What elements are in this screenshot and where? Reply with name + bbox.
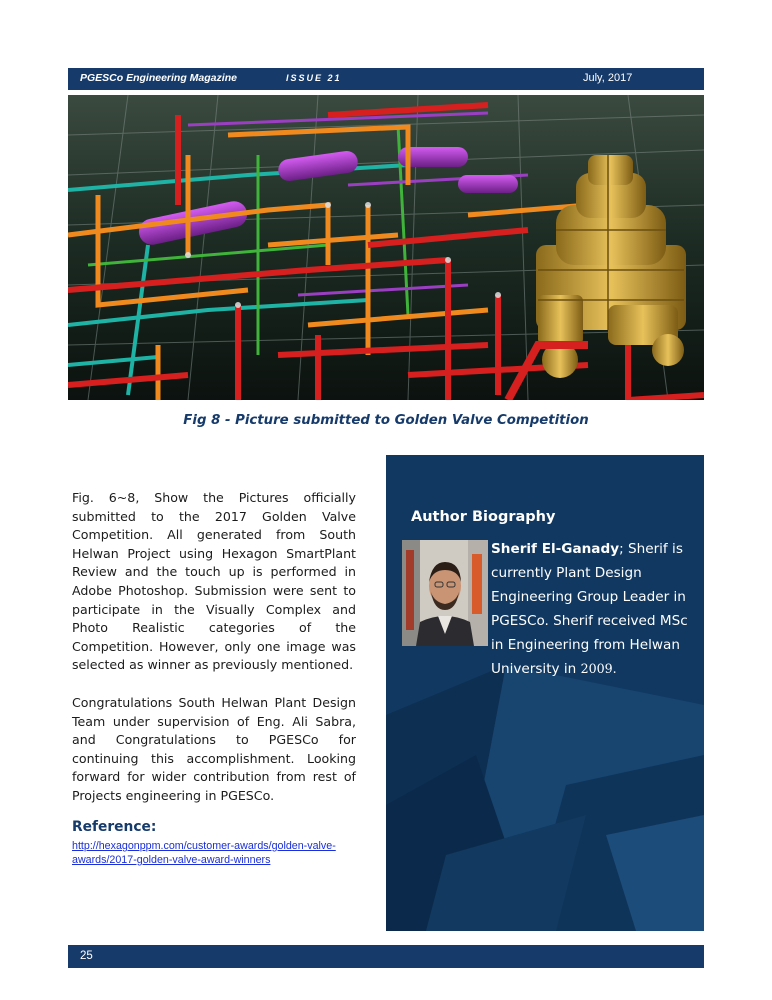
reference-link-line[interactable]: awards/2017-golden-valve-award-winners bbox=[72, 854, 271, 866]
bio-year: 2009. bbox=[580, 661, 617, 676]
issue-date: July, 2017 bbox=[583, 72, 633, 84]
reference-heading: Reference: bbox=[72, 819, 157, 835]
page-number: 25 bbox=[80, 950, 93, 962]
plant-render-image bbox=[68, 95, 704, 400]
bio-text bbox=[491, 537, 694, 681]
article-paragraph: Congratulations South Helwan Plant Design Team under supervision of Eng. Ali Sabra, and Congratulations to PGESCo for continuing this accomplishment. Looking forward for wider contribution from rest of Projects engineering in PGESCo. bbox=[72, 694, 356, 803]
magazine-title: PGESCo Engineering Magazine bbox=[80, 72, 237, 84]
figure-caption: Fig 8 - Picture submitted to Golden Valve Competition bbox=[183, 413, 589, 428]
header-bar bbox=[68, 68, 704, 90]
article-paragraph: Fig. 6~8, Show the Pictures officially submitted to the 2017 Golden Valve Competition. All generated from South Helwan Project using Hexagon SmartPlant Review and the touch up is performed in Adobe Photoshop. Submission were sent to participate in the Visually Complex and Photo Realistic categories of the Competition. However, only one image was selected as winner as previously mentioned. bbox=[72, 490, 356, 673]
article-body bbox=[72, 489, 356, 806]
bio-description: ; Sherif is currently Plant Design Engineering Group Leader in PGESCo. Sherif received MSc in Engineering from Helwan University in bbox=[491, 541, 688, 677]
author-photo bbox=[402, 540, 488, 646]
reference-link[interactable] bbox=[72, 839, 362, 867]
footer-bar bbox=[68, 945, 704, 968]
author-biography-panel bbox=[386, 455, 704, 931]
bio-heading: Author Biography bbox=[411, 509, 556, 525]
panel-background-pattern bbox=[386, 455, 704, 931]
reference-link-line[interactable]: http://hexagonppm.com/customer-awards/golden-valve- bbox=[72, 840, 336, 852]
author-name: Sherif El-Ganady bbox=[491, 541, 620, 557]
issue-number: ISSUE 21 bbox=[286, 73, 342, 83]
